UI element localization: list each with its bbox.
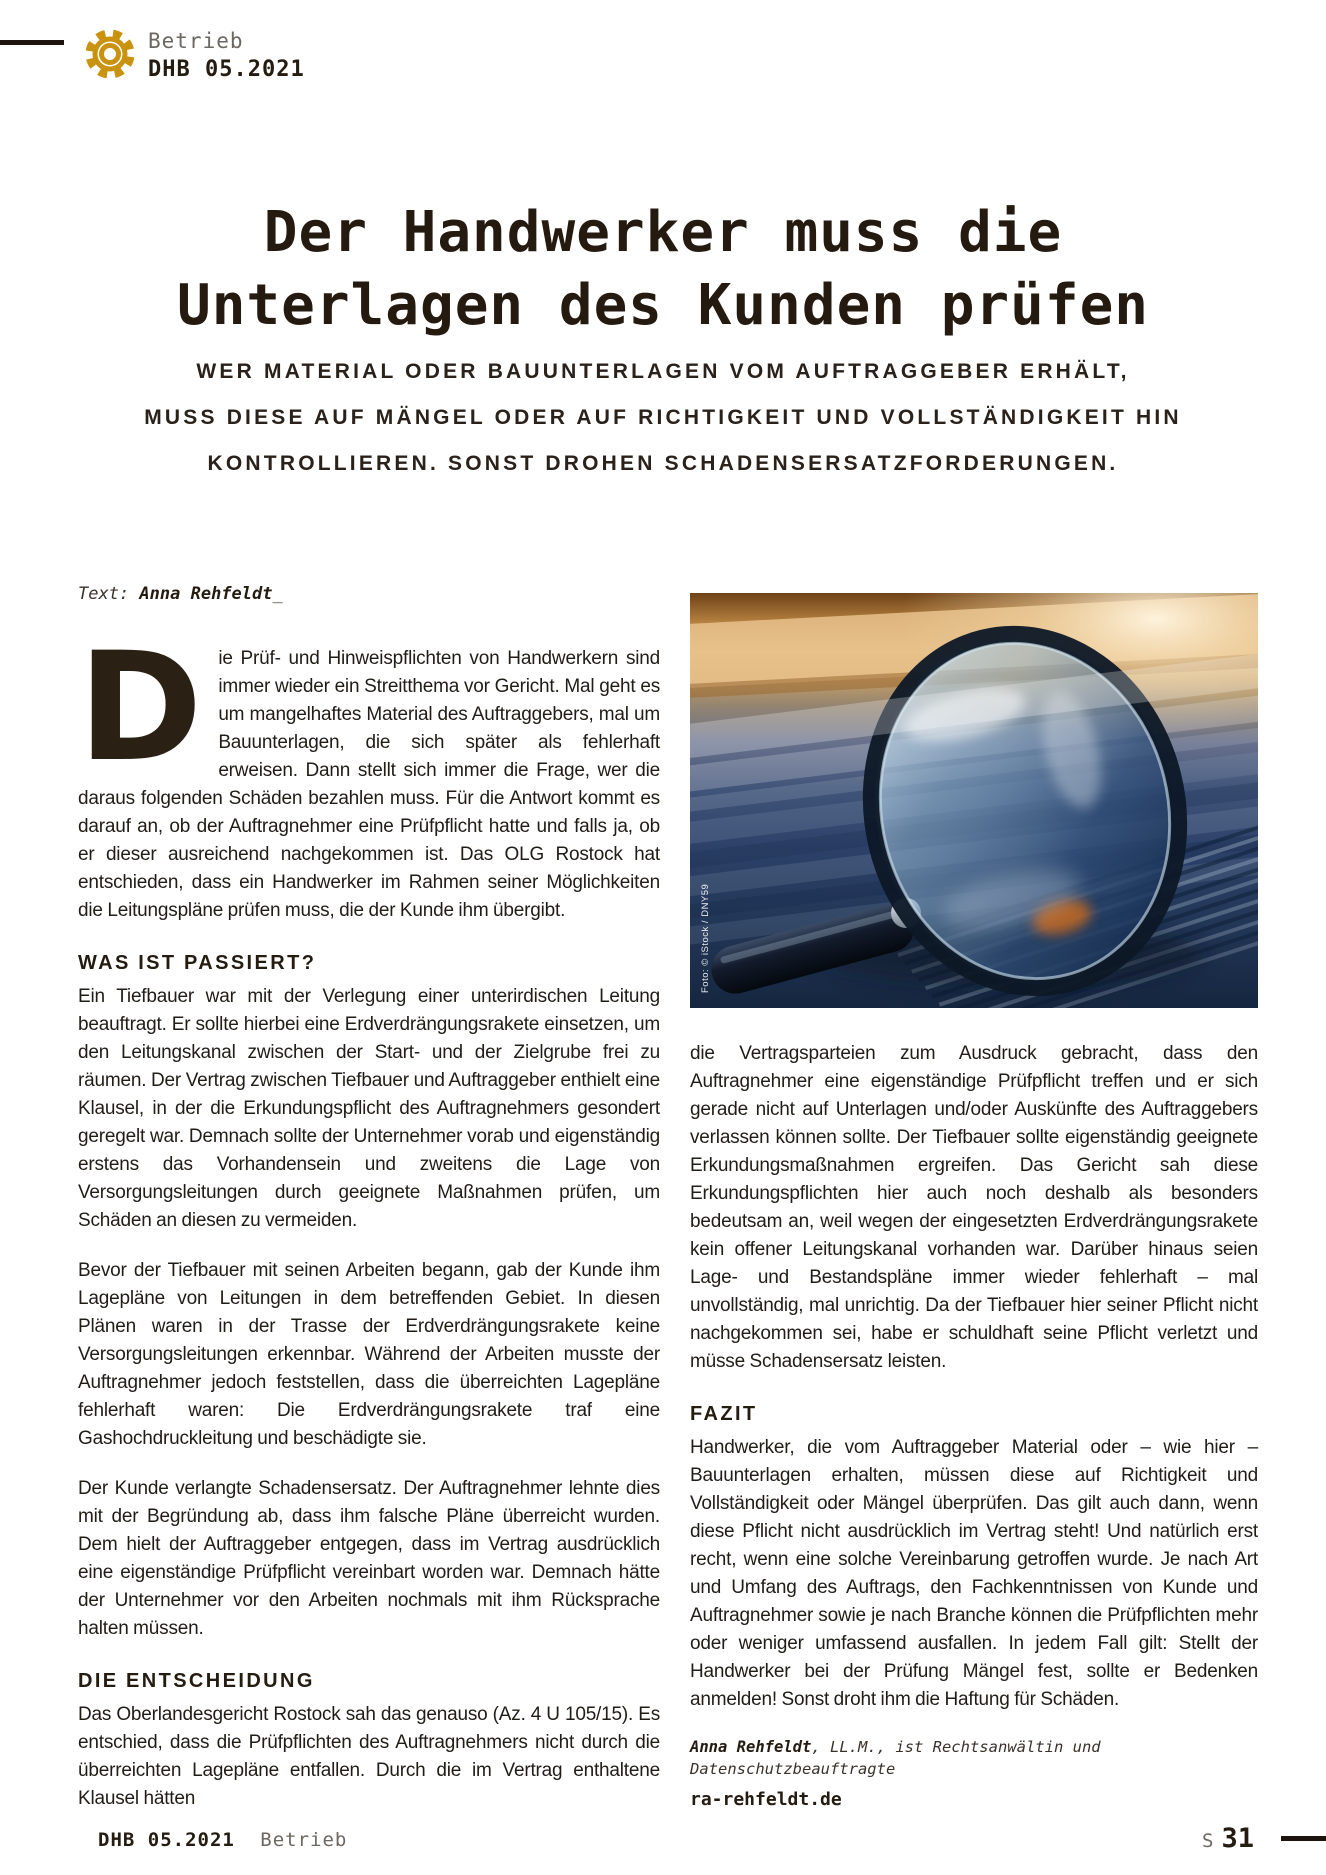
page-prefix: S [1202,1830,1214,1852]
article-photo-magnifying-glass [690,593,1258,1008]
section-heading-die-entscheidung: DIE ENTSCHEIDUNG [78,1670,315,1692]
top-left-edge-rule [0,40,64,45]
edition-kicker [148,28,305,84]
article-column-left [78,621,660,1835]
title-line-1: Der Handwerker muss die [263,200,1063,265]
issue-label: DHB 05.2021 [148,57,305,83]
byline [78,584,283,604]
footer-section: Betrieb [260,1829,348,1851]
photo-credit: Foto: © iStock / DNY59 [700,883,711,993]
section-heading-fazit: FAZIT [690,1403,758,1425]
byline-author: Anna Rehfeldt [139,584,273,604]
byline-label: Text: [78,584,140,604]
standfirst-line-2: MUSS DIESE AUF MÄNGEL ODER AUF RICHTIGKEIT UND VOLLSTÄNDIGKEIT HIN [144,406,1182,429]
article-title [73,196,1253,342]
author-credit-name: Anna Rehfeldt [690,1738,812,1756]
body-paragraph: Handwerker, die vom Auftraggeber Material oder – wie hier – Bauunterlagen erhalten, müssen diese auf Richtigkeit und Vollständigkeit oder Mängel überprüfen. Das gilt auch dann, wenn diese Pflicht nicht ausdrücklich im Vertrag steht! Und natürlich erst recht, wenn eine solche Vereinbarung getroffen wurde. Je nach Art und Umfang des Auftrags, den Fachkenntnissen von Kunde und Auftragnehmer sowie je nach Branche können die Prüfpflichten mehr oder weniger umfassend ausfallen. In jedem Fall gilt: Stellt der Handwerker bei der Prüfung Mängel fest, sollte er Bedenken anmelden! Sonst droht ihm die Haftung für Schäden. [690,1437,1258,1710]
body-paragraph: Ein Tiefbauer war mit der Verlegung einer unterirdischen Leitung beauftragt. Er sollte hierbei eine Erdverdrängungsrakete einsetzen, um den Leitungskanal zwischen der Start- und der Zielgrube frei zu räumen. Der Vertrag zwischen Tiefbauer und Auftraggeber enthielt eine Klausel, in der die Erkundungspflicht des Auftragnehmers gesondert geregelt war. Demnach sollte der Unternehmer vorab und eigenständig erstens das Vorhandensein und zweitens die Lage von Versorgungsleitungen durch geeignete Maßnahmen prüfen, um Schäden an diesen zu vermeiden. [78,986,660,1231]
lead-paragraph [78,621,660,925]
section-label: Betrieb [148,29,244,53]
body-paragraph: Der Kunde verlangte Schadensersatz. Der Auftragnehmer lehnte dies mit der Begründung ab, dass ihm falsche Pläne überreicht wurden. Dem hielt der Auftraggeber entgegen, dass im Vertrag ausdrücklich eine eigenständige Prüfpflicht vereinbart worden war. Demnach hätte der Unternehmer vor den Arbeiten nochmals mit ihm Rücksprache halten müssen. [78,1478,660,1639]
bottom-right-edge-rule [1281,1836,1326,1841]
drop-cap: D [78,621,203,795]
section-heading-was-ist-passiert: WAS IST PASSIERT? [78,952,317,974]
byline-suffix: _ [272,584,283,604]
standfirst-line-3: KONTROLLIEREN. SONST DROHEN SCHADENSERSATZFORDERUNGEN. [207,452,1119,475]
gear-icon [82,26,138,82]
footer-edition [98,1829,347,1851]
article-standfirst [73,349,1253,487]
title-line-2: Unterlagen des Kunden prüfen [176,273,1149,338]
footer-issue: DHB 05.2021 [98,1829,235,1851]
author-credit [690,1736,1258,1780]
body-paragraph: Bevor der Tiefbauer mit seinen Arbeiten begann, gab der Kunde ihm Lagepläne von Leitungen in dem betreffenden Gebiet. In diesen Plänen waren in der Trasse der Erdverdrängungsrakete keine Versorgungsleitungen erkennbar. Während der Arbeiten musste der Auftragnehmer jedoch feststellen, dass die überreichten Lagepläne fehlerhaft waren: Die Erdverdrängungsrakete traf eine Gashochdruckleitung und beschädigte sie. [78,1260,660,1449]
body-paragraph: die Vertragsparteien zum Ausdruck gebracht, dass den Auftragnehmer eine eigenständige Prüfpflicht treffen und er sich gerade nicht auf Unterlagen und/oder Auskünfte des Auftraggebers verlassen können sollte. Der Tiefbauer sollte eigenständig geeignete Erkundungsmaßnahmen ergreifen. Das Gericht sah diese Erkundungspflichten hier auch noch deshalb als besonders bedeutsam an, weil wegen der eingesetzten Erdverdrängungsrakete kein offener Leitungskanal vorhanden war. Darüber hinaus seien Lage- und Bestandspläne immer wieder fehlerhaft – mal unvollständig, mal unrichtig. Da der Tiefbauer hier seiner Pflicht nicht nachgekommen sei, habe er schuldhaft seine Pflicht verletzt und müsse Schadensersatz leisten. [690,1043,1258,1372]
standfirst-line-1: WER MATERIAL ODER BAUUNTERLAGEN VOM AUFTRAGGEBER ERHÄLT, [196,360,1130,383]
author-credit-role: , LL.M., ist Rechtsanwältin und Datenschutzbeauftragte [690,1738,1101,1778]
page-number: 31 [1221,1823,1254,1854]
article-column-right [690,1040,1258,1814]
lead-text: ie Prüf- und Hinweispflichten von Handwerkern sind immer wieder ein Streitthema vor Gericht. Mal geht es um mangelhaftes Material des Auftraggebers, mal um Bauunterlagen, die sich später als fehlerhaft erweisen. Dann stellt sich immer die Frage, wer die daraus folgenden Schäden bezahlen muss. Für die Antwort kommt es darauf an, ob der Auftragnehmer eine Prüfpflicht hatte und falls ja, ob er dieser ausreichend nachgekommen ist. Das OLG Rostock hat entschieden, dass ein Handwerker im Rahmen seiner Möglichkeiten die Leitungspläne prüfen muss, die der Kunde ihm übergibt. [78,648,660,921]
author-website-link[interactable]: ra-rehfeldt.de [690,1789,842,1810]
footer-page-number [1202,1823,1254,1854]
body-paragraph: Das Oberlandesgericht Rostock sah das genauso (Az. 4 U 105/15). Es entschied, dass die Prüfpflichten des Auftragnehmers nicht durch die überreichten Lagepläne entfallen. Durch die im Vertrag enthaltene Klausel hätten [78,1704,660,1809]
